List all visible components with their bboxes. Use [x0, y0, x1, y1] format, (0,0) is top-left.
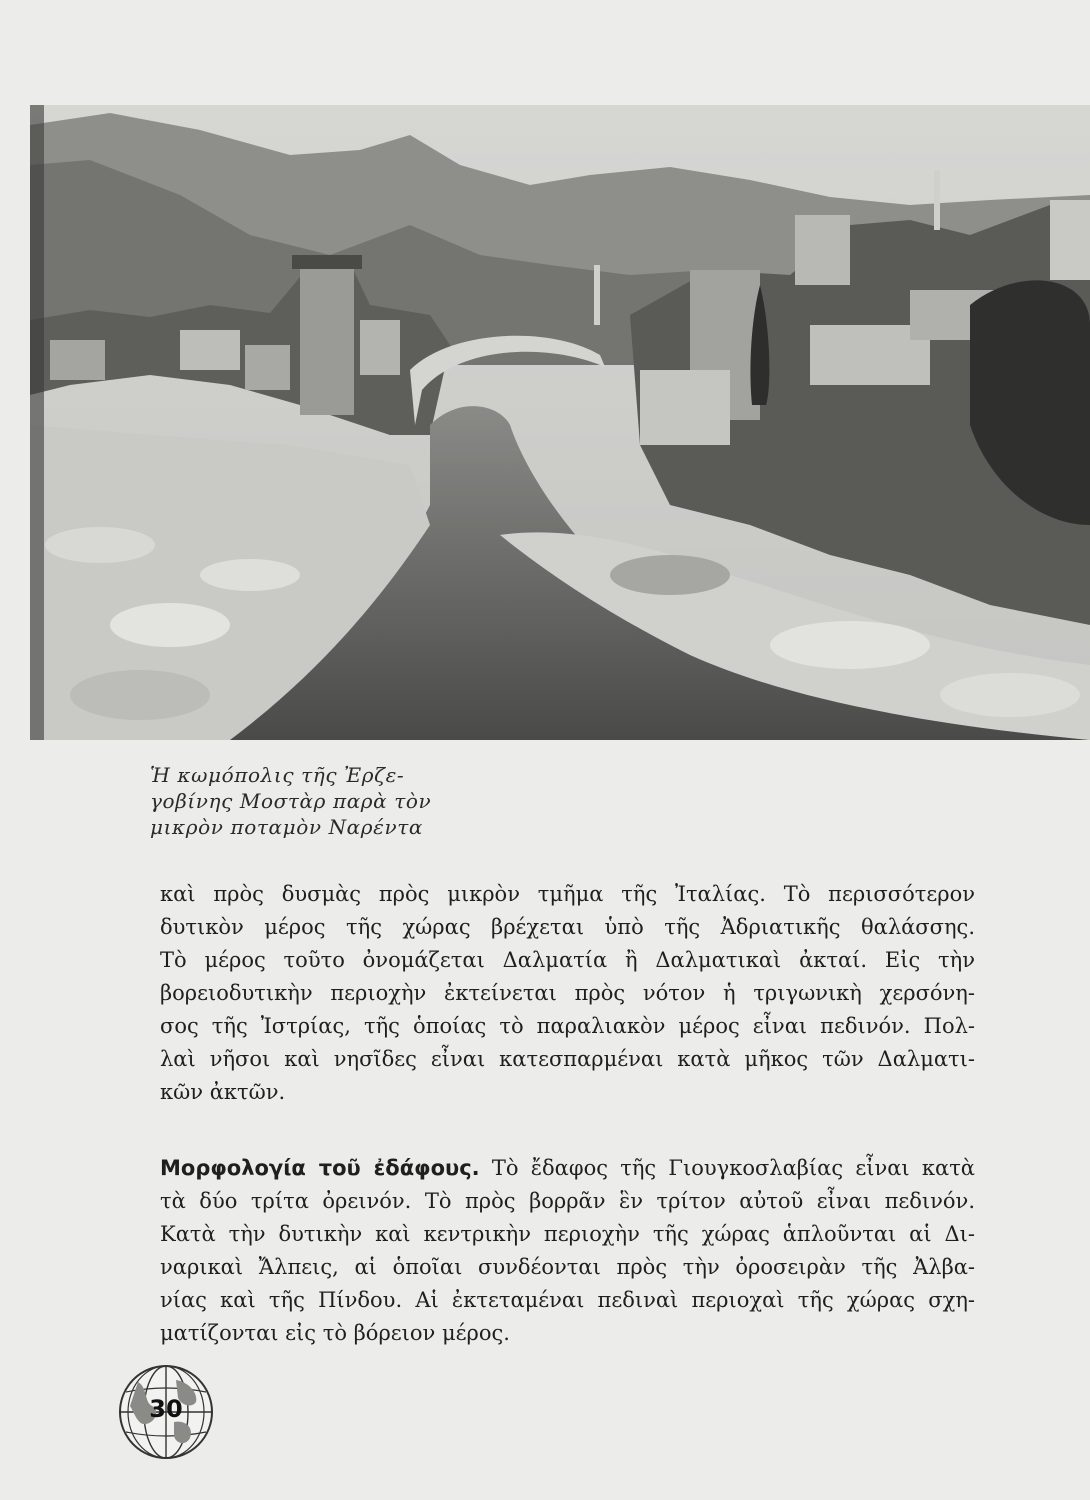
text-line: λαὶ νῆσοι καὶ νησῖδες εἶναι κατεσπαρμέναι κατὰ μῆκος τῶν Δαλματι- — [160, 1047, 975, 1071]
text-line: νίας καὶ τῆς Πίνδου. Αἱ ἐκτεταμέναι πεδιναὶ περιοχαὶ τῆς χώρας σχη- — [160, 1288, 975, 1312]
house — [640, 370, 730, 445]
rock — [110, 603, 230, 647]
house — [360, 320, 400, 375]
paragraph-dalmatia — [160, 878, 975, 1109]
text-line: καὶ πρὸς δυσμὰς πρὸς μικρὸν τμῆμα τῆς Ἰταλίας. Τὸ περισσότερον — [160, 882, 975, 906]
photo-caption — [150, 762, 450, 840]
text-line: Κατὰ τὴν δυτικὴν καὶ κεντρικὴν περιοχὴν τῆς χώρας ἁπλοῦνται αἱ Δι- — [160, 1222, 975, 1246]
photo-illustration — [30, 105, 1090, 740]
text-line: δυτικὸν μέρος τῆς χώρας βρέχεται ὑπὸ τῆς Ἀδριατικῆς θαλάσσης. — [160, 915, 975, 939]
text-fragment: Τὸ ἔδαφος τῆς Γιουγκοσλαβίας εἶναι κατὰ — [491, 1156, 975, 1180]
rock — [610, 555, 730, 595]
text-line: τὰ δύο τρίτα ὀρεινόν. Τὸ πρὸς βορρᾶν ἓν τρίτον αὐτοῦ εἶναι πεδινόν. — [160, 1189, 975, 1213]
minaret — [934, 170, 940, 230]
mostar-bridge-photo — [30, 105, 1090, 740]
left-tower — [300, 265, 354, 415]
house — [1050, 200, 1090, 280]
rock — [70, 670, 210, 720]
text-line: ναρικαὶ Ἄλπεις, αἱ ὁποῖαι συνδέονται πρὸς τὴν ὀροσειρὰν τῆς Ἀλβα- — [160, 1255, 975, 1279]
photo-edge — [30, 105, 44, 740]
house — [50, 340, 105, 380]
rock — [940, 673, 1080, 717]
rock — [200, 559, 300, 591]
rock — [770, 621, 930, 669]
text-line-with-heading — [160, 1152, 975, 1185]
caption-line: μικρὸν ποταμὸν Ναρέντα — [150, 815, 424, 839]
paragraph-morphology — [160, 1152, 975, 1350]
house — [180, 330, 240, 370]
dome-building — [795, 215, 850, 285]
text-line: σος τῆς Ἰστρίας, τῆς ὁποίας τὸ παραλιακὸν μέρος εἶναι πεδινόν. Πολ- — [160, 1014, 975, 1038]
house — [245, 345, 290, 390]
text-line: κῶν ἀκτῶν. — [160, 1080, 286, 1104]
text-line: Τὸ μέρος τοῦτο ὀνομάζεται Δαλματία ἢ Δαλματικαὶ ἀκταί. Εἰς τὴν — [160, 948, 975, 972]
caption-line: γοβίνης Μοστὰρ παρὰ τὸν — [150, 789, 432, 813]
section-heading: Μορφολογία τοῦ ἐδάφους. — [160, 1156, 480, 1180]
text-line: βορειοδυτικὴν περιοχὴν ἐκτείνεται πρὸς νότον ἡ τριγωνικὴ χερσόνη- — [160, 981, 975, 1005]
text-line: ματίζονται εἰς τὸ βόρειον μέρος. — [160, 1321, 510, 1345]
left-tower-roof — [292, 255, 362, 269]
caption-line: Ἡ κωμόπολις τῆς Ἐρζε- — [150, 763, 405, 787]
rock — [45, 527, 155, 563]
page-number: 30 — [149, 1395, 183, 1423]
minaret — [594, 265, 600, 325]
